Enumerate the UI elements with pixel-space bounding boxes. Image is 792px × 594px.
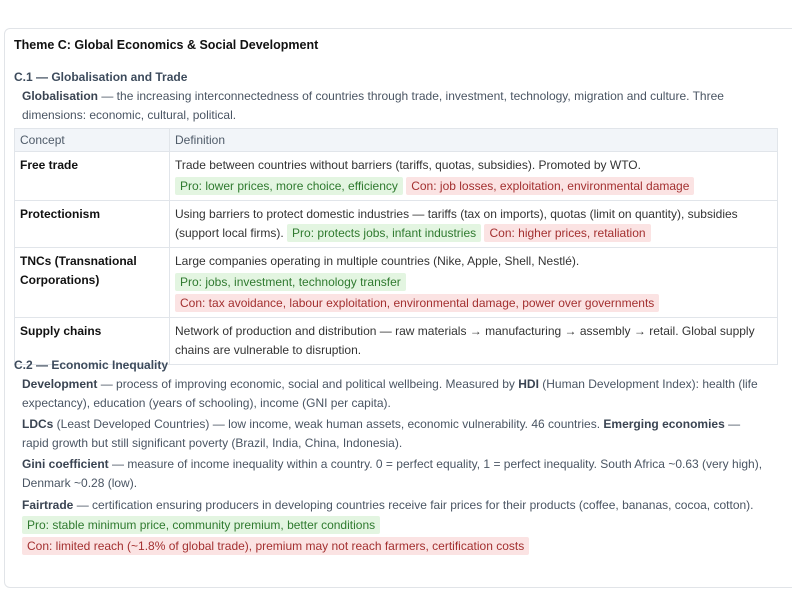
- development-term: Development: [22, 377, 98, 391]
- hdi-text: (Human Development Index): health (life expectancy), education (years of schooling), income (GNI per capita).: [22, 377, 758, 410]
- pros-cons-line: [175, 177, 772, 196]
- emerging-term: Emerging economies: [603, 417, 725, 431]
- definition-cell: [170, 152, 778, 201]
- table-header-row: [15, 129, 778, 152]
- con-badge: Con: limited reach (~1.8% of global trade), premium may not reach farmers, certification costs: [22, 537, 529, 555]
- ldc-definition: [22, 415, 767, 453]
- globalisation-definition: [22, 87, 767, 125]
- page-title: Theme C: Global Economics & Social Development: [14, 38, 319, 52]
- pro-badge: Pro: protects jobs, infant industries: [287, 224, 481, 242]
- fairtrade-term: Fairtrade: [22, 498, 74, 512]
- con-badge: Con: job losses, exploitation, environmental damage: [406, 177, 694, 195]
- definition-text: Trade between countries without barriers (tariffs, quotas, subsidies). Promoted by WTO.: [175, 158, 641, 172]
- definition-text: Network of production and distribution — raw materials → manufacturing → assembly → retail. Global supply chains are vulnerable to disruption.: [175, 324, 755, 357]
- pro-badge: Pro: stable minimum price, community premium, better conditions: [22, 516, 380, 534]
- column-header-definition: Definition: [170, 129, 778, 152]
- pro-badge: Pro: jobs, investment, technology transfer: [175, 273, 406, 291]
- hdi-term: HDI: [518, 377, 539, 391]
- development-text: — process of improving economic, social and political wellbeing. Measured by: [97, 377, 519, 391]
- cons-line: [22, 536, 767, 556]
- definition-text: Large companies operating in multiple countries (Nike, Apple, Shell, Nestlé).: [175, 254, 580, 268]
- emerging-text: — rapid growth but still significant poverty (Brazil, India, China, Indonesia).: [22, 417, 741, 450]
- concept-cell: TNCs (Transnational Corporations): [15, 248, 170, 318]
- globalisation-term: Globalisation: [22, 89, 99, 103]
- concept-cell: Protectionism: [15, 201, 170, 248]
- table-row: [15, 201, 778, 248]
- ldc-text: (Least Developed Countries) — low income, weak human assets, economic vulnerability. 46 countries.: [53, 417, 604, 431]
- gini-definition: [22, 455, 767, 493]
- table-row: [15, 152, 778, 201]
- definition-cell: [170, 201, 778, 248]
- table-row: [15, 248, 778, 318]
- globalisation-text: — the increasing interconnectedness of countries through trade, investment, technology, migration and culture. Three dimensions: economic, cultural, political.: [22, 89, 724, 122]
- definition-cell: [170, 318, 778, 365]
- definition-cell: [170, 248, 778, 318]
- section-heading-c1: C.1 — Globalisation and Trade: [14, 70, 188, 84]
- fairtrade-definition: [22, 495, 767, 556]
- gini-text: — measure of income inequality within a country. 0 = perfect equality, 1 = perfect inequality. South Africa ~0.63 (very high), Denmark ~0.28 (low).: [22, 457, 763, 490]
- pro-badge: Pro: lower prices, more choice, efficiency: [175, 177, 403, 195]
- concept-table: [14, 128, 778, 365]
- section-heading-c2: C.2 — Economic Inequality: [14, 358, 169, 372]
- con-badge: Con: tax avoidance, labour exploitation, environmental damage, power over governments: [175, 294, 659, 312]
- pros-line: [175, 273, 772, 292]
- definition-text: Using barriers to protect domestic industries — tariffs (tax on imports), quotas (limit on quantity), subsidies (support local firms).: [175, 207, 738, 240]
- ldc-term: LDCs: [22, 417, 54, 431]
- concept-cell: Free trade: [15, 152, 170, 201]
- con-badge: Con: higher prices, retaliation: [484, 224, 650, 242]
- concept-cell: Supply chains: [15, 318, 170, 365]
- column-header-concept: Concept: [15, 129, 170, 152]
- fairtrade-text: — certification ensuring producers in developing countries receive fair prices for their products (coffee, bananas, cocoa, cotton).: [73, 498, 754, 512]
- cons-line: [175, 294, 772, 313]
- gini-term: Gini coefficient: [22, 457, 109, 471]
- development-definition: [22, 375, 767, 413]
